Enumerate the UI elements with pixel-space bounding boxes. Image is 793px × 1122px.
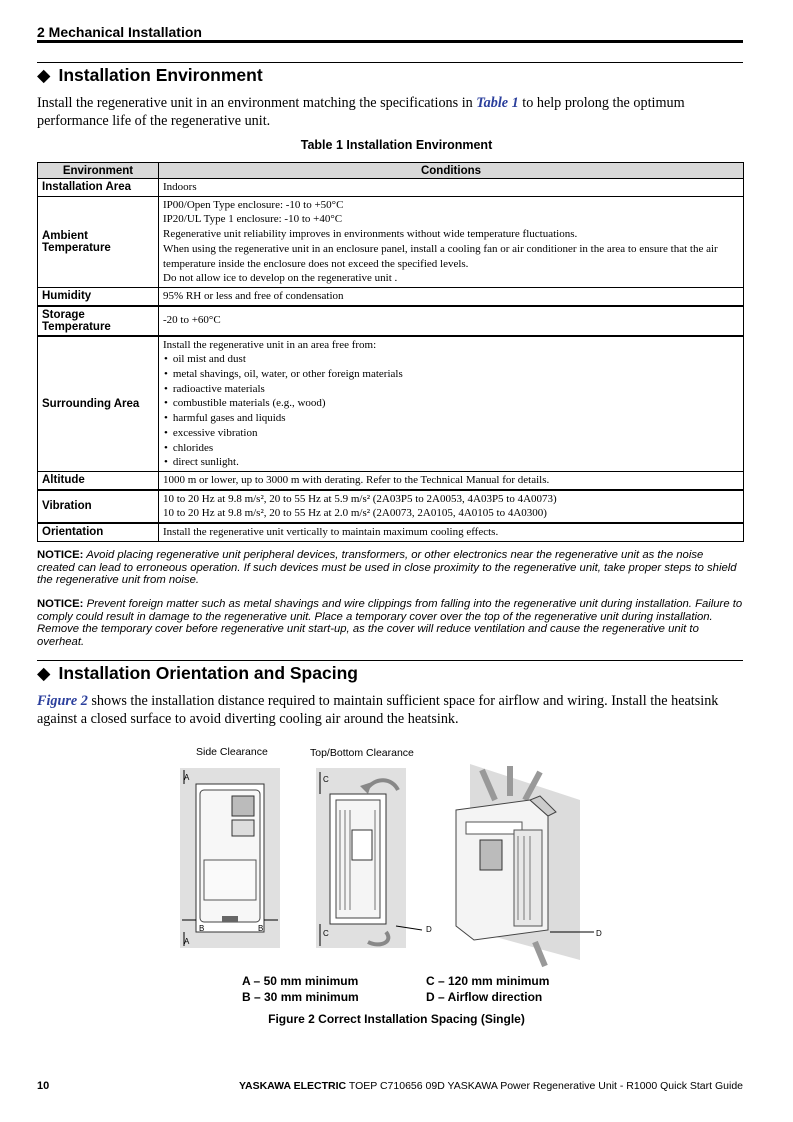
footer-doc: TOEP C710656 09D YASKAWA Power Regenerative Unit - R1000 Quick Start Guide <box>346 1080 743 1092</box>
condition-line: 10 to 20 Hz at 9.8 m/s², 20 to 55 Hz at 2.0 m/s² (2A0073, 2A0105, 4A0105 to 4A0300) <box>163 507 547 520</box>
footer-brand: YASKAWA ELECTRIC <box>238 1080 347 1092</box>
table-row <box>38 490 744 523</box>
table-row <box>38 523 744 541</box>
notice-text: Avoid placing regenerative unit peripheral devices, transformers, or other electronics near the regenerative unit as the noise created can lead to erroneous operation. If such devices must be used in close proximity to the regenerative unit, take proper steps to shield the regenerative unit from noise. <box>37 549 737 586</box>
letter-c-bottom: C <box>323 929 329 938</box>
condition-line: Do not allow ice to develop on the regenerative unit . <box>163 272 398 285</box>
table-row <box>38 287 744 305</box>
section-intro <box>37 94 743 130</box>
list-item: • oil mist and dust <box>163 352 739 367</box>
table-row <box>38 179 744 197</box>
legend-item: D – Airflow direction <box>426 990 543 1004</box>
env-name-text: Ambient Temperature <box>42 229 111 254</box>
figure-link[interactable]: Figure 2 <box>37 693 88 709</box>
condition <box>159 471 744 489</box>
env-name: Orientation <box>38 523 159 541</box>
condition <box>159 523 744 541</box>
notice-paragraph <box>37 598 743 648</box>
side-clearance-drawing <box>180 768 280 948</box>
list-item: • excessive vibration <box>163 426 739 441</box>
list-item: • radioactive materials <box>163 382 739 397</box>
intro-text: to help prolong the optimum performance life of the regenerative unit. <box>37 95 685 129</box>
section-title-text: Installation Orientation and Spacing <box>58 663 358 683</box>
condition-line: IP20/UL Type 1 enclosure: -10 to +40°C <box>163 213 343 226</box>
side-clearance-label: Side Clearance <box>196 746 268 758</box>
condition <box>159 287 744 305</box>
section-title <box>37 663 358 684</box>
env-name: Surrounding Area <box>38 336 159 472</box>
topbottom-clearance-label: Top/Bottom Clearance <box>310 747 414 759</box>
letter-a-bottom: A <box>184 937 190 946</box>
diamond-icon: ◆ <box>37 663 51 683</box>
letter-c-top: C <box>323 775 329 784</box>
env-name <box>38 196 159 287</box>
perspective-drawing <box>456 764 594 966</box>
condition-line: Install the regenerative unit in an area free from: <box>163 338 377 351</box>
chapter-heading: 2 Mechanical Installation <box>37 24 202 40</box>
condition <box>159 306 744 336</box>
intro-text: Install the regenerative unit in an environment matching the specifications in <box>37 95 477 111</box>
legend-item: A – 50 mm minimum <box>242 974 359 988</box>
section-rule <box>37 62 743 63</box>
condition <box>159 196 744 287</box>
letter-d-right: D <box>596 929 602 938</box>
list-item: • chlorides <box>163 441 739 456</box>
figure-caption: Figure 2 Correct Installation Spacing (Single) <box>268 1012 525 1026</box>
notice-text: Prevent foreign matter such as metal shavings and wire clippings from falling into the regenerative unit during installation. Failure to comply could result in damage to the regenerative unit. Place a temporary cover over the top of the regenerative unit during installation. Remove the temporary cover before regenerative unit start-up, as the cover will reduce ventilation and cause the regenerative unit to overheat. <box>37 598 743 648</box>
env-name: Altitude <box>38 471 159 489</box>
section-rule <box>37 660 743 661</box>
footer-text <box>239 1080 743 1092</box>
condition-line: Install the regenerative unit vertically to maintain maximum cooling effects. <box>163 526 499 539</box>
legend-item: C – 120 mm minimum <box>426 974 550 988</box>
table-caption: Table 1 Installation Environment <box>300 138 493 152</box>
env-name-text: Storage Temperature <box>42 308 111 333</box>
notice-label: NOTICE: <box>37 598 84 610</box>
env-name: Vibration <box>38 490 159 523</box>
condition-line: 1000 m or lower, up to 3000 m with derating. Refer to the Technical Manual for details. <box>163 473 550 486</box>
section-title <box>37 65 263 86</box>
env-name: Installation Area <box>38 179 159 197</box>
condition <box>159 490 744 523</box>
legend-item: B – 30 mm minimum <box>242 990 359 1004</box>
diamond-icon: ◆ <box>37 65 51 85</box>
condition-line: IP00/Open Type enclosure: -10 to +50°C <box>163 198 344 211</box>
condition <box>159 179 744 197</box>
condition <box>159 336 744 472</box>
list-item: • direct sunlight. <box>163 455 739 470</box>
condition-line: Regenerative unit reliability improves in environments without wide temperature fluctuations. <box>163 228 578 241</box>
env-name <box>38 306 159 336</box>
table-row <box>38 306 744 336</box>
env-name: Humidity <box>38 287 159 305</box>
table-row <box>38 471 744 489</box>
column-header: Environment <box>38 163 159 179</box>
page-number: 10 <box>37 1080 50 1092</box>
letter-b-right: B <box>258 924 264 933</box>
list-item: • harmful gases and liquids <box>163 411 739 426</box>
notice-label: NOTICE: <box>37 549 84 561</box>
list-item: • metal shavings, oil, water, or other foreign materials <box>163 367 739 382</box>
letter-d-middle: D <box>426 925 432 934</box>
environment-table <box>37 162 744 542</box>
column-header: Conditions <box>159 163 744 179</box>
list-item: • combustible materials (e.g., wood) <box>163 396 739 411</box>
topbottom-clearance-drawing <box>316 768 422 948</box>
condition-line: 95% RH or less and free of condensation <box>163 289 344 302</box>
section-title-text: Installation Environment <box>58 65 263 85</box>
bullet-list <box>163 352 739 470</box>
installation-spacing-figure <box>170 760 620 970</box>
condition-line: When using the regenerative unit in an enclosure panel, install a cooling fan or air conditioner in the area to ensure that the air temperature inside the enclosure does not exceed the specified levels. <box>163 242 718 270</box>
condition-line: Indoors <box>163 181 197 193</box>
table-row <box>38 196 744 287</box>
section-intro <box>37 692 743 728</box>
letter-a-top: A <box>184 773 190 782</box>
condition-line: -20 to +60°C <box>163 314 221 327</box>
table-row <box>38 336 744 472</box>
chapter-rule <box>37 40 743 43</box>
intro-text: shows the installation distance required to maintain sufficient space for airflow and wiring. Install the heatsink against a closed surface to avoid diverting cooling air around the heatsink. <box>37 693 719 727</box>
notice-paragraph <box>37 549 743 587</box>
table-link[interactable]: Table 1 <box>476 95 519 111</box>
condition-line: 10 to 20 Hz at 9.8 m/s², 20 to 55 Hz at 5.9 m/s² (2A03P5 to 2A0053, 4A03P5 to 4A0073) <box>163 492 557 505</box>
letter-b-left: B <box>199 924 205 933</box>
